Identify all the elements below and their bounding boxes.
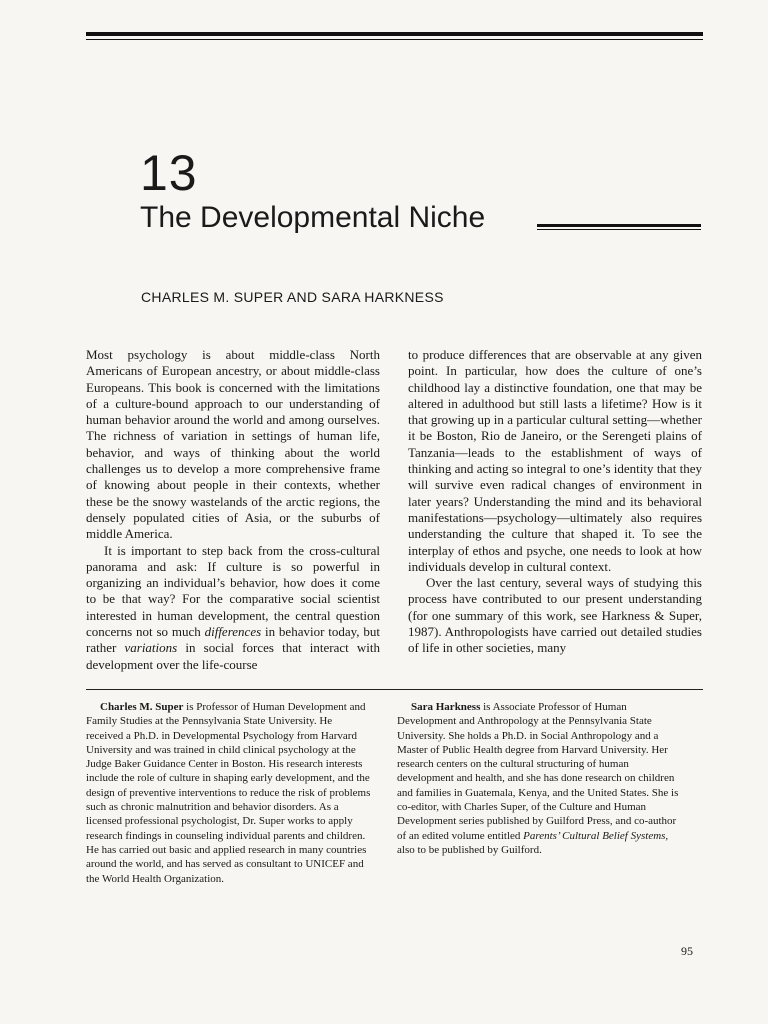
body-paragraph — [86, 543, 380, 673]
bio-text: is Associate Professor of Human Development and Anthropology at the Pennsylvania State University. She holds a Ph.D. in Social Anthropology and a Master of Public Health degree from Harvard University. Her research centers on the cultural structuring of human development and health, and she has done research on children and families in Guatemala, Kenya, and the United States. She is co-editor, with Charles Super, of the Culture and Human Development series published by Guilford Press, and co-author of an edited volume entitled — [397, 701, 679, 842]
title-rule — [537, 224, 701, 230]
bio-text: is Professor of Human Development and Family Studies at the Pennsylvania State University. He received a Ph.D. in Developmental Psychology from Harvard University and was trained in child clinical psychology at the Judge Baker Guidance Center in Boston. His research interests include the role of culture in shaping early development, and the design of preventive interventions to reduce the risk of problems such as chronic malnutrition and behavior disorders. As a licensed professional psychologist, Dr. Super works to apply research findings in counseling individual parents and children. He has carried out basic and applied research in many countries around the world, and has served as consultant to UNICEF and the World Health Organization. — [86, 701, 371, 885]
text-run: in behavior today, but rather — [86, 624, 380, 656]
emphasis: variations — [124, 640, 178, 656]
emphasis: Parents’ Cultural Belief Systems, — [523, 829, 669, 842]
body-column-left — [86, 347, 380, 673]
author-bio-right — [397, 700, 682, 857]
chapter-number: 13 — [140, 145, 198, 201]
bio-text: also to be published by Guilford. — [397, 843, 542, 856]
body-column-right — [408, 347, 702, 657]
body-paragraph: to produce differences that are observable at any given point. In particular, how does the culture of one’s childhood lay a distinctive foundation, one that may be altered in adulthood but still lasts a lifetime? How is it that growing up in a particular cultural setting—whether it be Boston, Rio de Janeiro, or the Serengeti plains of Tanzania—leads to the establishment of ways of thinking and acting so integral to one’s identity that they will survive even radical changes of environment in later years? Understanding the mind and its behavioral manifestations—psychology—ultimately also requires understanding the culture that shaped it. To see the interplay of ethos and psyche, one needs to look at how individuals develop in cultural context. — [408, 347, 702, 574]
bio-paragraph — [86, 700, 371, 886]
emphasis: differences — [204, 624, 262, 640]
bio-paragraph — [397, 700, 682, 857]
top-rule — [86, 32, 703, 40]
chapter-authors: CHARLES M. SUPER AND SARA HARKNESS — [141, 289, 444, 305]
text-run: It is important to step back from the cross-cultural panorama and ask: If culture is so powerful in organizing an individual’s behavior, how does it come to be that way? For the comparative social scientist interested in human development, the central question concerns not so much — [86, 542, 380, 640]
body-paragraph: Most psychology is about middle-class North Americans of European ancestry, or about middle-class Europeans. This book is concerned with the limitations of a culture-bound approach to our understanding of human behavior around the world and among ourselves. The richness of variation in settings of human life, behavior, and ways of thinking about the world challenges us to develop a more comprehensive frame of knowing about people in their contexts, whether these be the snowy wastelands of the arctic regions, the densely populated cities of Asia, or the suburbs of middle America. — [86, 347, 380, 542]
text-run: in social forces that interact with development over the life-course — [86, 640, 380, 672]
body-paragraph: Over the last century, several ways of studying this process have contributed to our present understanding (for one summary of this work, see Harkness & Super, 1987). Anthropologists have carried out detailed studies of life in other societies, many — [408, 575, 702, 656]
page-number: 95 — [681, 944, 693, 958]
bio-name: Sara Harkness — [411, 701, 481, 713]
footnote-rule — [86, 689, 703, 690]
author-bio-left — [86, 700, 371, 886]
chapter-title: The Developmental Niche — [140, 201, 486, 234]
bio-name: Charles M. Super — [100, 701, 184, 713]
